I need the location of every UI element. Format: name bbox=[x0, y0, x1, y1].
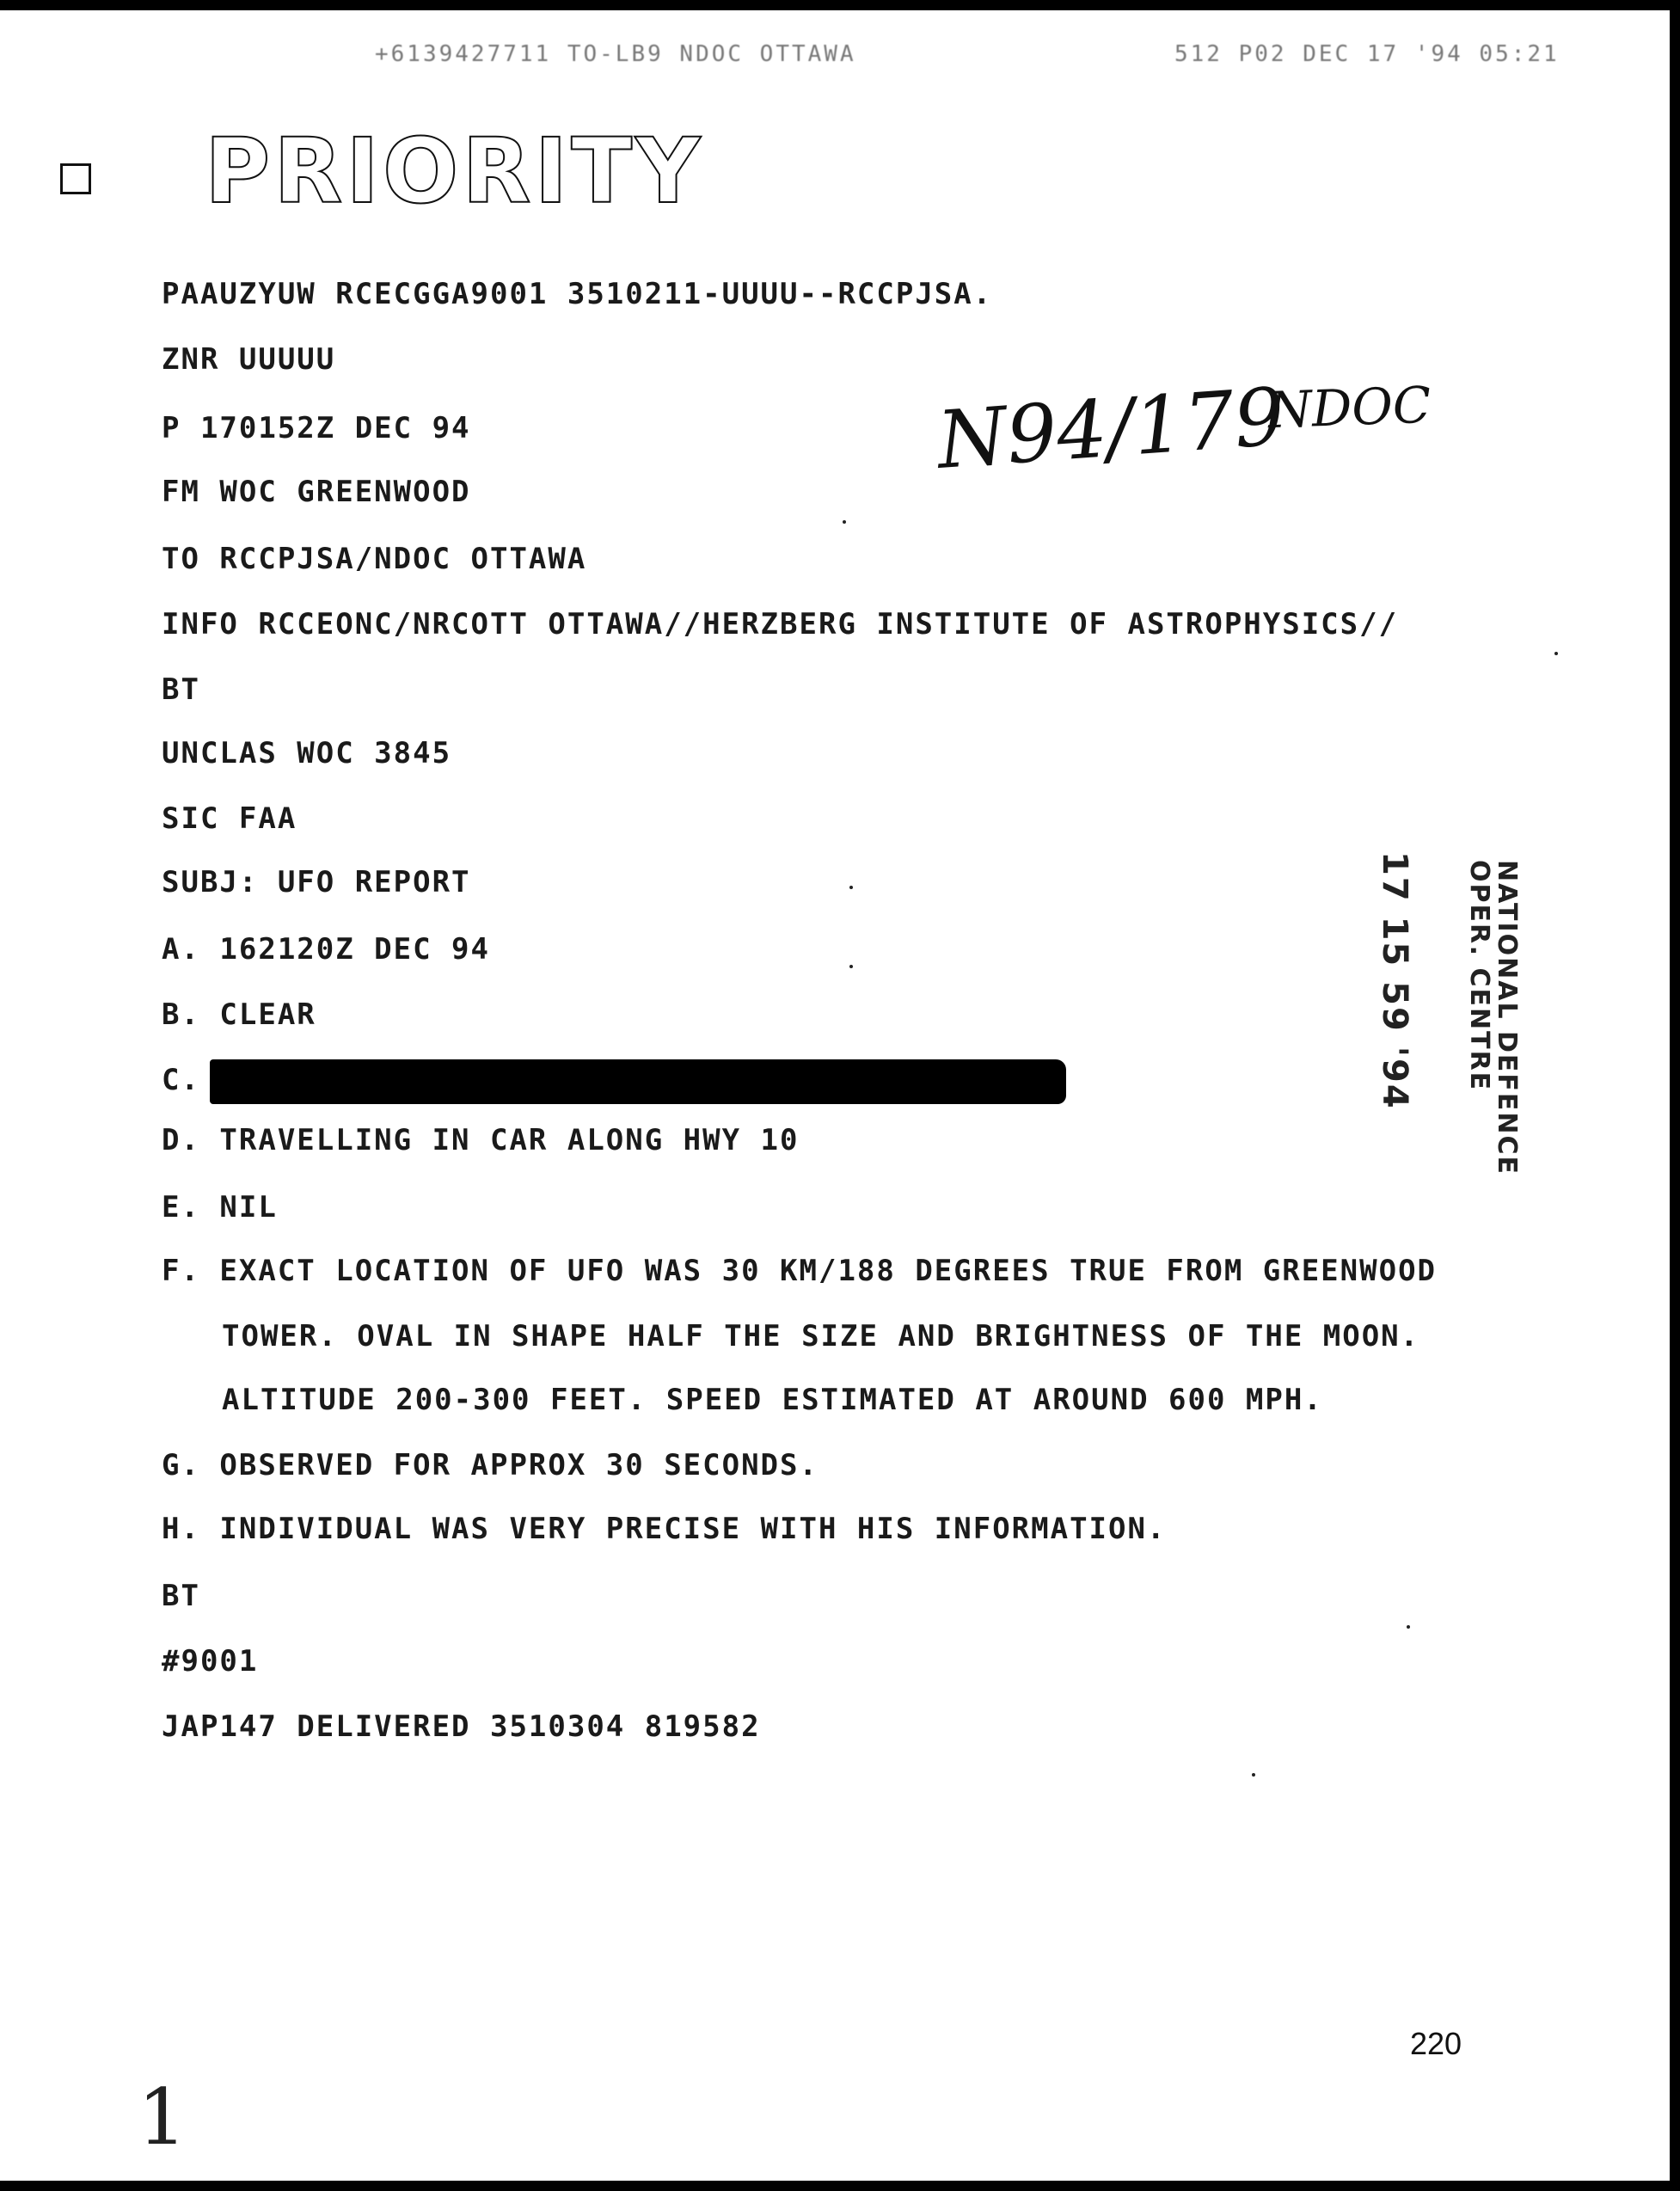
priority-checkbox bbox=[60, 163, 91, 194]
speck bbox=[1252, 1773, 1255, 1777]
item-e: E. NIL bbox=[162, 1190, 278, 1224]
to-line: TO RCCPJSA/NDOC OTTAWA bbox=[162, 542, 587, 576]
stamp-date: 17 15 59 '94 bbox=[1375, 851, 1414, 1110]
stamp-line-2: OPER. CENTRE bbox=[1464, 860, 1494, 1092]
classification-line: UNCLAS WOC 3845 bbox=[162, 736, 452, 770]
break-line-1: BT bbox=[162, 672, 200, 707]
precedence-dtg-line: P 170152Z DEC 94 bbox=[162, 411, 471, 445]
speck bbox=[1407, 1625, 1410, 1629]
info-line: INFO RCCEONC/NRCOTT OTTAWA//HERZBERG INSTITUTE OF ASTROPHYSICS// bbox=[162, 607, 1399, 641]
stamp-line-1: NATIONAL DEFENCE bbox=[1492, 860, 1522, 1176]
margin-mark: 1 bbox=[138, 2072, 187, 2163]
item-f-line-2: TOWER. OVAL IN SHAPE HALF THE SIZE AND BRIGHTNESS OF THE MOON. bbox=[222, 1319, 1420, 1353]
item-f-line-1: F. EXACT LOCATION OF UFO WAS 30 KM/188 DEGREES TRUE FROM GREENWOOD bbox=[162, 1254, 1438, 1288]
item-d: D. TRAVELLING IN CAR ALONG HWY 10 bbox=[162, 1123, 800, 1157]
item-g: G. OBSERVED FOR APPROX 30 SECONDS. bbox=[162, 1448, 819, 1482]
sic-line: SIC FAA bbox=[162, 801, 297, 836]
routing-line: PAAUZYUW RCECGGA9001 3510211-UUUU--RCCPJSA. bbox=[162, 277, 993, 311]
delivery-line: JAP147 DELIVERED 3510304 819582 bbox=[162, 1709, 761, 1744]
subject-line: SUBJ: UFO REPORT bbox=[162, 865, 471, 899]
break-line-2: BT bbox=[162, 1579, 200, 1613]
speck bbox=[1554, 652, 1558, 655]
message-number: #9001 bbox=[162, 1644, 259, 1679]
from-line: FM WOC GREENWOOD bbox=[162, 475, 471, 509]
item-a: A. 162120Z DEC 94 bbox=[162, 932, 490, 967]
handwritten-ndoc: NDOC bbox=[1266, 375, 1432, 440]
item-c: C. bbox=[162, 1063, 200, 1097]
handwritten-reference: N94/179 bbox=[934, 371, 1288, 487]
speck bbox=[849, 965, 853, 968]
fax-header-right: 512 P02 DEC 17 '94 05:21 bbox=[1174, 41, 1560, 67]
speck bbox=[843, 520, 846, 524]
item-b: B. CLEAR bbox=[162, 997, 316, 1032]
item-f-line-3: ALTITUDE 200-300 FEET. SPEED ESTIMATED AT AROUND 600 MPH. bbox=[222, 1383, 1323, 1417]
fax-header-left: +6139427711 TO-LB9 NDOC OTTAWA bbox=[375, 41, 856, 67]
page-number: 220 bbox=[1410, 2026, 1462, 2061]
item-h: H. INDIVIDUAL WAS VERY PRECISE WITH HIS INFORMATION. bbox=[162, 1512, 1167, 1546]
speck bbox=[849, 886, 853, 889]
priority-heading: PRIORITY bbox=[205, 119, 704, 224]
znr-line: ZNR UUUUU bbox=[162, 342, 336, 377]
redaction-bar bbox=[210, 1059, 1066, 1104]
